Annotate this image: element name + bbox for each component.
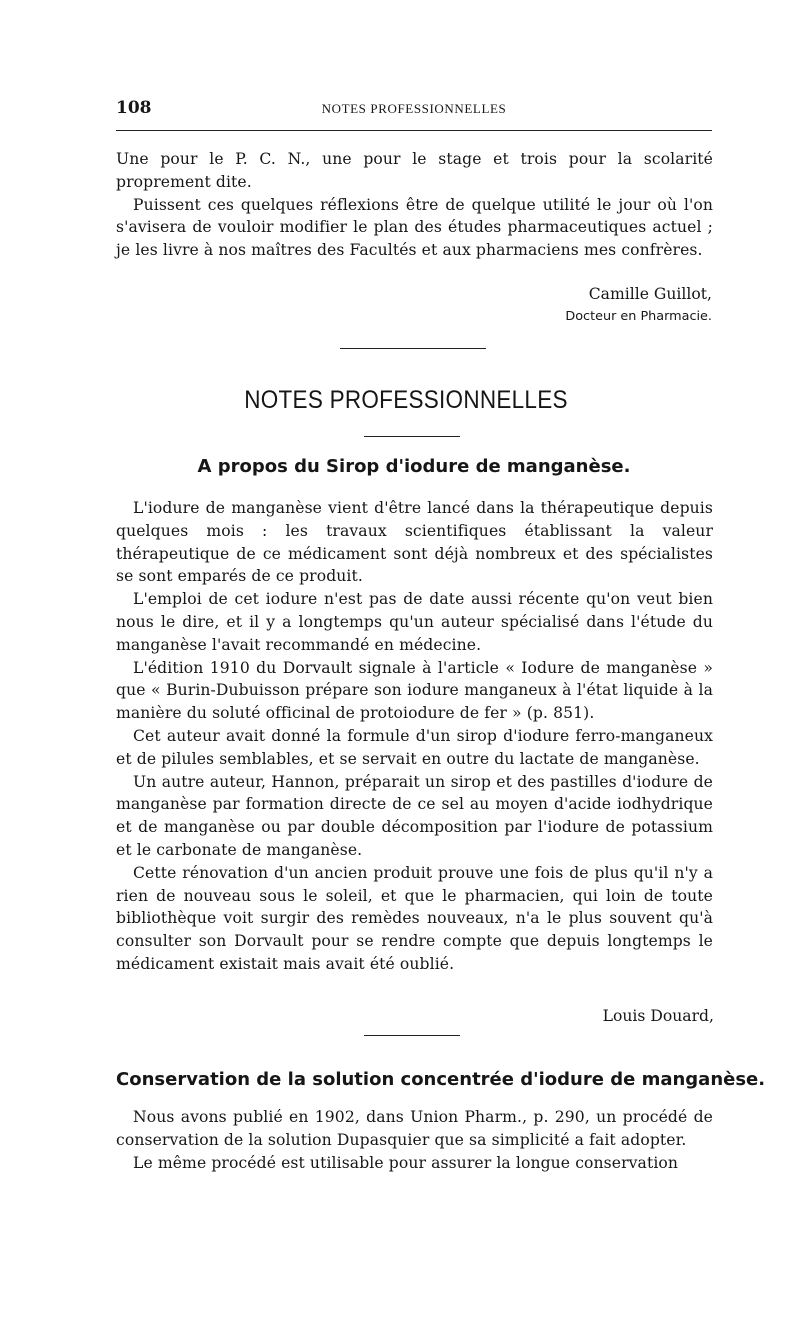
article-body <box>116 497 713 976</box>
separator-rule <box>364 1035 460 1036</box>
article-paragraph: Cet auteur avait donné la formule d'un sirop d'iodure ferro-manganeux et de pilules semblables, et se servait en outre du lactate de manganèse. <box>116 726 713 768</box>
article-paragraph: Le même procédé est utilisable pour assurer la longue conservation <box>133 1153 679 1172</box>
article-title: A propos du Sirop d'iodure de manganèse. <box>197 456 631 477</box>
separator-rule <box>364 436 460 437</box>
article-paragraph: Un autre auteur, Hannon, préparait un sirop et des pastilles d'iodure de manganèse par formation directe de ce sel au moyen d'acide iodhydrique et de manganèse ou par double décomposition par l'iodure de potassium et le carbonate de manganèse. <box>116 772 713 859</box>
article-paragraph: Cette rénovation d'un ancien produit prouve une fois de plus qu'il n'y a rien de nouveau sous le soleil, et que le pharmacien, qui loin de toute bibliothèque voit surgir des remèdes nouveaux, n'a le plus souvent qu'à consulter son Dorvault pour se rendre compte que depuis longtemps le médicament existait mais avait été oublié. <box>116 863 713 973</box>
header-rule <box>116 130 712 131</box>
intro-paragraph-1: Une pour le P. C. N., une pour le stage et trois pour la scolarité proprement dite. <box>116 150 713 191</box>
signature-name: Camille Guillot, <box>588 285 712 303</box>
article-body <box>116 1106 713 1174</box>
section-title: NOTES PROFESSIONNELLES <box>244 386 568 414</box>
article-paragraph: L'édition 1910 du Dorvault signale à l'article « Iodure de manganèse » que « Burin-Dubuisson prépare son iodure manganeux à l'état liquide à la manière du soluté officinal de protoiodure de fer » (p. 851). <box>116 658 713 723</box>
intro-paragraph-2: Puissent ces quelques réflexions être de quelque utilité le jour où l'on s'avisera de vouloir modifier le plan des études pharmaceutiques actuel ; je les livre à nos maîtres des Facultés et aux pharmaciens mes confrères. <box>116 195 713 260</box>
article-title: Conservation de la solution concentrée d'iodure de manganèse. <box>116 1069 766 1090</box>
page-header <box>116 98 712 120</box>
page-number: 108 <box>116 98 152 118</box>
article-signature: Louis Douard, <box>602 1007 714 1025</box>
article-paragraph: L'emploi de cet iodure n'est pas de date aussi récente qu'on veut bien nous le dire, et il y a longtemps qu'un auteur spécialisé dans l'étude du manganèse l'avait recommandé en médecine. <box>116 590 713 654</box>
intro-text <box>116 148 713 262</box>
article-paragraph: L'iodure de manganèse vient d'être lancé dans la thérapeutique depuis quelques mois : les travaux scientifiques établissant la valeur thérapeutique de ce médicament sont déjà nombreux et des spécialistes se sont emparés de ce produit. <box>116 499 713 586</box>
running-title: NOTES PROFESSIONNELLES <box>321 101 507 116</box>
article-paragraph: Nous avons publié en 1902, dans Union Pharm., p. 290, un procédé de conservation de la solution Dupasquier que sa simplicité a fait adopter. <box>116 1108 713 1149</box>
signature-title: Docteur en Pharmacie. <box>565 309 712 324</box>
separator-rule <box>340 348 486 349</box>
